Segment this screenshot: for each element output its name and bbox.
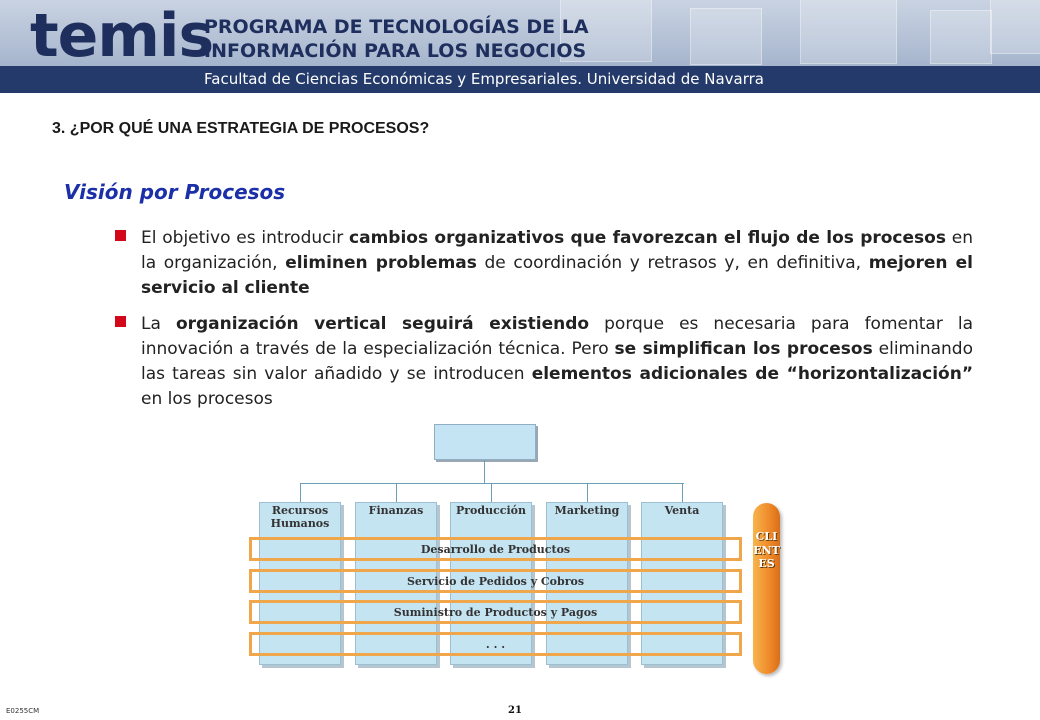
bullet-item bbox=[115, 226, 973, 301]
program-title-line1: PROGRAMA DE TECNOLOGÍAS DE LA bbox=[204, 16, 589, 38]
text-run: en la organización, bbox=[141, 228, 973, 273]
connector-line bbox=[484, 460, 485, 483]
page-number: 21 bbox=[508, 705, 522, 716]
bullet-item bbox=[115, 312, 973, 412]
bullet-square-icon bbox=[115, 230, 126, 241]
temis-logo: temis bbox=[30, 1, 214, 71]
connector-line bbox=[300, 483, 301, 502]
program-title bbox=[204, 15, 589, 63]
header-banner bbox=[0, 0, 1040, 93]
org-top-box bbox=[434, 424, 536, 460]
bold-text-run: eliminen problemas bbox=[285, 253, 477, 273]
connector-line bbox=[587, 483, 588, 502]
process-label: Servicio de Pedidos y Cobros bbox=[406, 575, 585, 588]
bold-text-run: se simplifican los procesos bbox=[614, 339, 873, 359]
connector-line bbox=[300, 483, 684, 484]
department-label: Marketing bbox=[554, 504, 620, 517]
connector-line bbox=[491, 483, 492, 502]
connector-line bbox=[396, 483, 397, 502]
process-label: Suministro de Productos y Pagos bbox=[393, 606, 598, 619]
faculty-name: Facultad de Ciencias Económicas y Empresariales. Universidad de Navarra bbox=[204, 70, 764, 88]
clients-label: CLIENTES bbox=[753, 530, 780, 570]
text-run: de coordinación y retrasos y, en definitiva, bbox=[476, 253, 869, 273]
subtitle: Visión por Procesos bbox=[64, 180, 286, 204]
program-title-line2: INFORMACIÓN PARA LOS NEGOCIOS bbox=[204, 40, 587, 62]
department-label: Producción bbox=[455, 504, 526, 517]
text-run: El objetivo es introducir bbox=[141, 228, 350, 248]
bold-text-run: mejoren el servicio al cliente bbox=[141, 253, 973, 298]
bullet-text bbox=[141, 226, 973, 301]
department-label: Recursos Humanos bbox=[270, 504, 330, 530]
bold-text-run: elementos adicionales de “horizontalización” bbox=[531, 364, 973, 384]
bullet-square-icon bbox=[115, 316, 126, 327]
text-run: porque es necesaria para fomentar la innovación a través de la especialización técnica. Pero bbox=[141, 314, 973, 359]
clients-bar bbox=[753, 503, 780, 674]
text-run: eliminando las tareas sin valor añadido y se introducen bbox=[141, 339, 973, 384]
text-run: en los procesos bbox=[141, 389, 273, 409]
text-run: La bbox=[141, 314, 176, 334]
department-label: Venta bbox=[664, 504, 700, 517]
bold-text-run: cambios organizativos que favorezcan el flujo de los procesos bbox=[349, 228, 946, 248]
section-title: 3. ¿POR QUÉ UNA ESTRATEGIA DE PROCESOS? bbox=[52, 120, 430, 137]
process-label: Desarrollo de Productos bbox=[420, 543, 571, 556]
process-label: . . . bbox=[485, 638, 506, 651]
bullet-text bbox=[141, 312, 973, 412]
connector-line bbox=[682, 483, 683, 502]
bold-text-run: organización vertical seguirá existiendo bbox=[175, 314, 590, 334]
department-label: Finanzas bbox=[368, 504, 424, 517]
document-code: E0255CM bbox=[6, 707, 40, 715]
